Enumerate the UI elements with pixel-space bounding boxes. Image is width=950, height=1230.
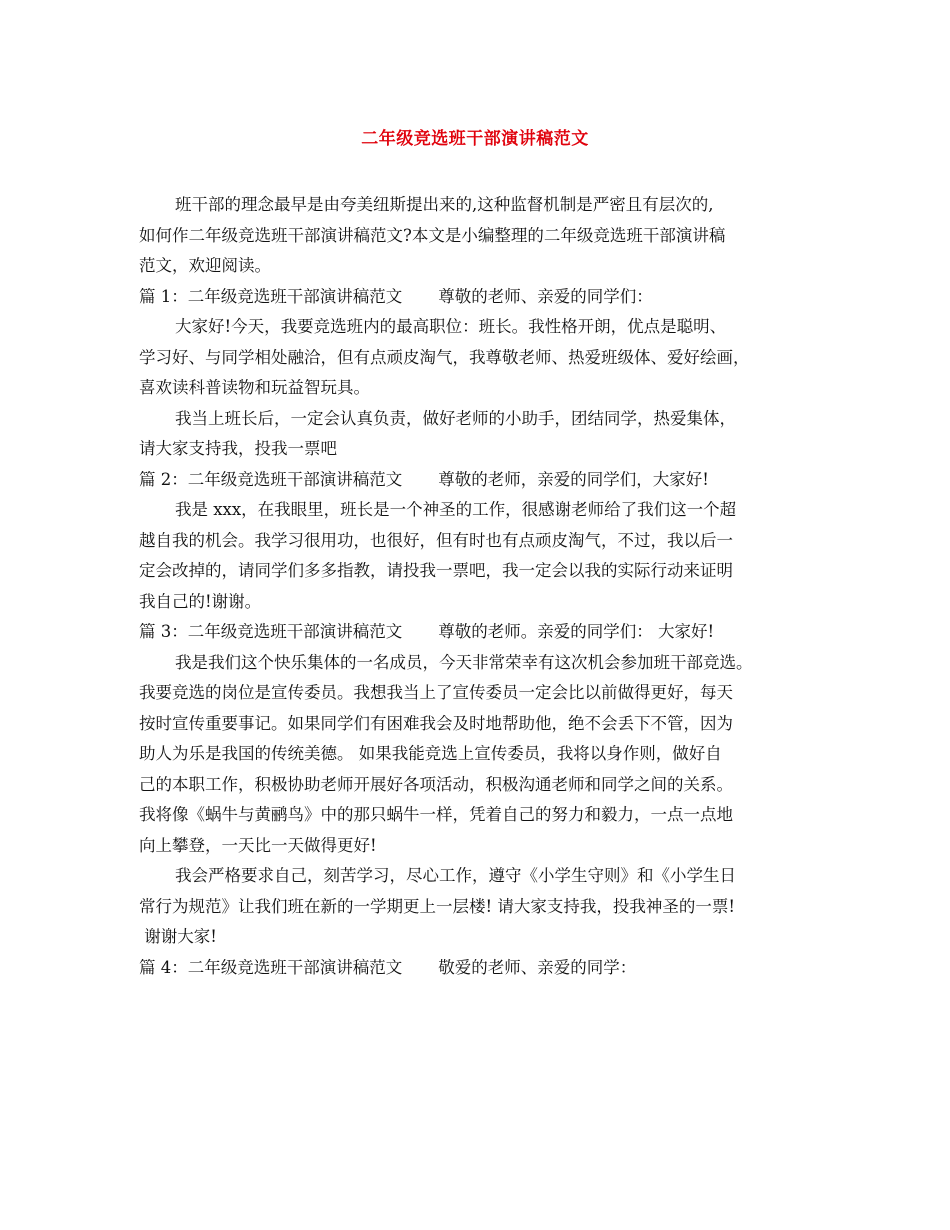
text-line: 我将像《蜗牛与黄鹂鸟》中的那只蜗牛一样，凭着自己的努力和毅力，一点一点地	[139, 805, 733, 824]
text-line: 我是我们这个快乐集体的一名成员，今天非常荣幸有这次机会参加班干部竞选。	[175, 652, 753, 672]
section-greeting: 尊敬的老师，亲爱的同学们，大家好!	[438, 469, 709, 489]
text-line: 常行为规范》让我们班在新的一学期更上一层楼! 请大家支持我，投我神圣的一票!	[139, 896, 736, 916]
text-line: 我自己的!谢谢。	[139, 591, 262, 611]
text-line: 定会改掉的，请同学们多多指教，请投我一票吧，我一定会以我的实际行动来证明	[139, 561, 733, 580]
text-line: 请大家支持我，投我一票吧	[139, 439, 337, 458]
section-title: 篇 2：二年级竞选班干部演讲稿范文	[139, 469, 403, 489]
text-line: 如何作二年级竞选班干部演讲稿范文?本文是小编整理的二年级竞选班干部演讲稿	[139, 225, 726, 245]
text-line: 范文，欢迎阅读。	[139, 256, 271, 275]
text-line: 班干部的理念最早是由夸美纽斯提出来的,这种监督机制是严密且有层次的,	[175, 195, 714, 214]
section-greeting: 尊敬的老师、亲爱的同学们：	[438, 286, 653, 306]
section-heading	[139, 282, 829, 313]
text-line: 我要竞选的岗位是宣传委员。我想我当上了宣传委员一定会比以前做得更好，每天	[139, 683, 733, 702]
text-line: 越自我的机会。我学习很用功，也很好，但有时也有点顽皮淘气，不过，我以后一	[139, 530, 733, 550]
paragraph	[139, 495, 829, 617]
text-line: 我会严格要求自己，刻苦学习，尽心工作，遵守《小学生守则》和《小学生日	[175, 866, 736, 885]
text-line: 按时宣传重要事记。如果同学们有困难我会及时地帮助他，绝不会丢下不管，因为	[139, 713, 733, 733]
intro-paragraph	[139, 190, 829, 282]
text-line: 谢谢大家!	[139, 927, 217, 946]
paragraph	[139, 404, 829, 465]
document-title: 二年级竞选班干部演讲稿范文	[361, 129, 589, 149]
paragraph	[139, 861, 829, 953]
text-line: 喜欢读科普读物和玩益智玩具。	[139, 378, 370, 397]
text-line: 我是 xxx，在我眼里，班长是一个神圣的工作，很感谢老师给了我们这一个超	[175, 500, 737, 519]
section-greeting: 尊敬的老师。亲爱的同学们： 大家好!	[438, 622, 715, 641]
text-line: 己的本职工作，积极协助老师开展好各项活动，积极沟通老师和同学之间的关系。	[139, 774, 733, 794]
text-line: 我当上班长后，一定会认真负责，做好老师的小助手，团结同学，热爱集体，	[175, 408, 736, 428]
text-line: 大家好!今天，我要竞选班内的最高职位：班长。我性格开朗，优点是聪明、	[175, 317, 727, 336]
section-title: 篇 4：二年级竞选班干部演讲稿范文	[139, 957, 403, 977]
section-heading	[139, 617, 829, 648]
section-title: 篇 1：二年级竞选班干部演讲稿范文	[139, 286, 403, 306]
section-title: 篇 3：二年级竞选班干部演讲稿范文	[139, 622, 403, 641]
text-line: 助人为乐是我国的传统美德。 如果我能竞选上宣传委员，我将以身作则，做好自	[139, 744, 722, 763]
text-line: 学习好、与同学相处融洽，但有点顽皮淘气，我尊敬老师、热爱班级体、爱好绘画，	[139, 347, 750, 367]
document-body	[139, 190, 829, 983]
section-heading	[139, 953, 829, 984]
section-greeting: 敬爱的老师、亲爱的同学：	[438, 957, 637, 977]
section-heading	[139, 465, 829, 496]
text-line: 向上攀登，一天比一天做得更好!	[139, 835, 377, 855]
paragraph	[139, 312, 829, 404]
paragraph	[139, 648, 829, 862]
